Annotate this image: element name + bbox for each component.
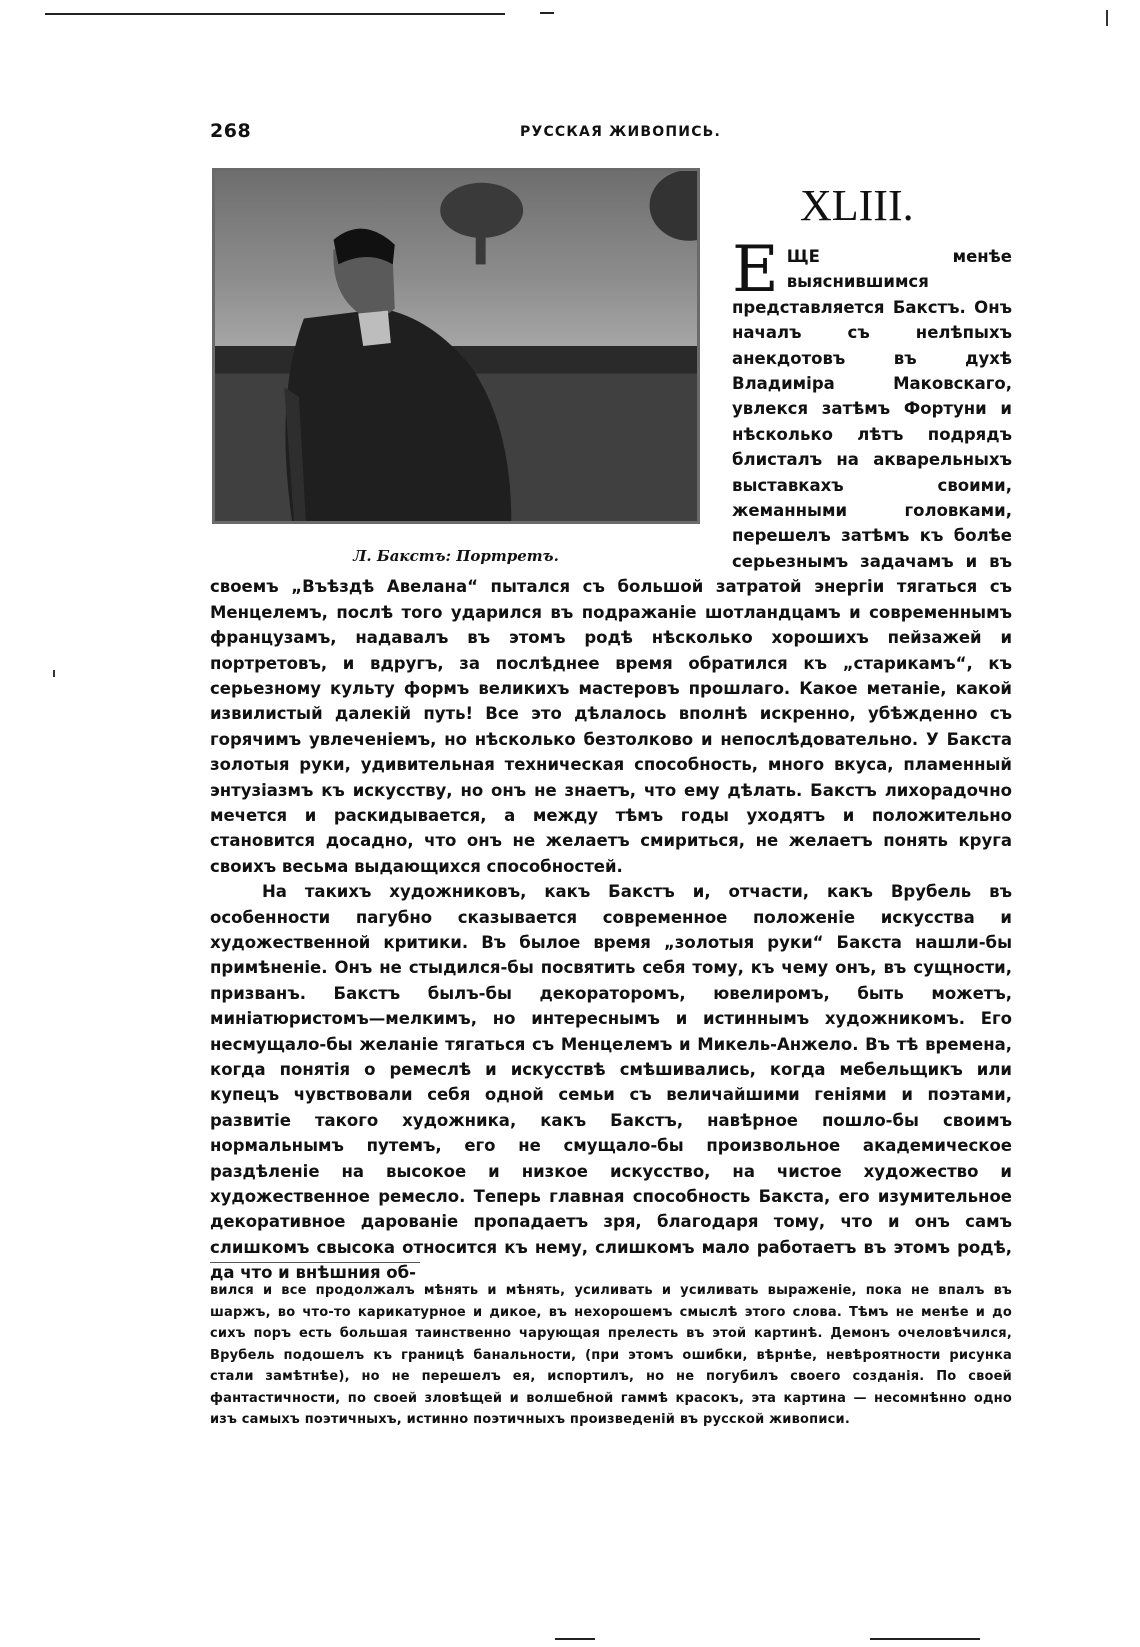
paragraph-1-text: ЩЕ менѣе выяснившимся представляется Бакстъ. Онъ началъ съ нелѣпыхъ анекдотовъ въ духѣ Владиміра Маковскаго, увлекся затѣмъ Фортуни и нѣсколько лѣтъ подрядъ блисталъ на акварельныхъ выставкахъ своими, жеманными головками, перешелъ затѣмъ къ болѣе серьезнымъ задачамъ и въ своемъ „Въѣздѣ Авелана“ пытался съ большой затратой энергіи тягаться съ Менцелемъ, послѣ того ударился въ подражаніе шотландцамъ и современнымъ французамъ, надавалъ въ этомъ родѣ нѣсколько хорошихъ пейзажей и портретовъ, и вдругъ, за послѣднее время обратился къ „старикамъ“, къ серьезному культу формъ великихъ мастеровъ прошлаго. Какое метаніе, какой извилистый далекій путь! Все это дѣлалось вполнѣ искренно, убѣжденно съ горячимъ увлеченіемъ, но нѣсколько безтолково и непослѣдовательно. У Бакста золотыя руки, удивительная техническая способность, много вкуса, пламенный энтузіазмъ къ искусству, но онъ не знаетъ, что ему дѣлать. Бакстъ лихорадочно мечется и раскидывается, а между тѣмъ годы уходятъ и положительно становится досадно, что онъ не желаетъ смириться, не желаетъ понять круга своихъ весьма выдающихся способностей. (210, 247, 1012, 876)
scan-edge-top (45, 13, 505, 15)
article-body (210, 233, 1012, 1286)
figure-float-space (210, 244, 732, 574)
chapter-number: XLIII. (800, 181, 914, 230)
running-title: РУССКАЯ ЖИВОПИСЬ. (520, 124, 722, 140)
scan-edge-bottom (555, 1638, 595, 1640)
margin-speck (53, 670, 55, 677)
scan-edge-top-dash (540, 12, 554, 14)
footnote-rule (210, 1262, 420, 1263)
paragraph-2: На такихъ художниковъ, какъ Бакстъ и, отчасти, какъ Врубель въ особенности пагубно сказывается современное положеніе искусства и художественной критики. Въ былое время „золотыя руки“ Бакста нашли-бы примѣненіе. Онъ не стыдился-бы посвятить себя тому, къ чему онъ, въ сущности, призванъ. Бакстъ былъ-бы декораторомъ, ювелиромъ, быть можетъ, миніатюристомъ—мелкимъ, но интереснымъ и истиннымъ художникомъ. Его несмущало-бы желаніе тягаться съ Менцелемъ и Микель-Анжело. Въ тѣ времена, когда понятія о ремеслѣ и искусствѣ смѣшивались, когда мебельщикъ или купецъ чувствовали себя одной семьи съ величайшими геніями и поэтами, развитіе такого художника, какъ Бакстъ, навѣрное пошло-бы своимъ нормальнымъ путемъ, его не смущало-бы произвольное академическое раздѣленіе на высокое и низкое искусство, на чистое художество и художественное ремесло. Теперь главная способность Бакста, его изумительное декоративное дарованіе пропадаетъ зря, благодаря тому, что и онъ самъ слишкомъ свысока относится къ нему, слишкомъ мало работаетъ въ этомъ родѣ, да что и внѣшния об- (210, 882, 1012, 1283)
footnote: вился и все продолжалъ мѣнять и мѣнять, усиливать и усиливать выраженіе, пока не впалъ въ шаржъ, во что-то карикатурное и дикое, въ нехорошемъ смыслѣ этого слова. Тѣмъ не менѣе и до сихъ поръ есть большая таинственно чарующая прелесть въ этой картинѣ. Демонъ очеловѣчился, Врубель подошелъ къ границѣ банальности, (при этомъ ошибки, вѣрнѣе, невѣроятности рисунка стали замѣтнѣе), но не перешелъ ея, испортилъ, но не погубилъ своего созданія. По своей фантастичности, по своей зловѣщей и волшебной гаммѣ красокъ, эта картина — несомнѣнно одно изъ самыхъ поэтичныхъ, истинно поэтичныхъ произведеній въ русской живописи. (210, 1283, 1012, 1427)
drop-cap: Е (732, 233, 779, 307)
figure-caption: Л. Бакстъ: Портретъ. (353, 547, 559, 565)
page-number: 268 (210, 120, 252, 142)
scan-edge-bottom-2 (870, 1638, 980, 1640)
scan-edge-right (1106, 10, 1108, 26)
